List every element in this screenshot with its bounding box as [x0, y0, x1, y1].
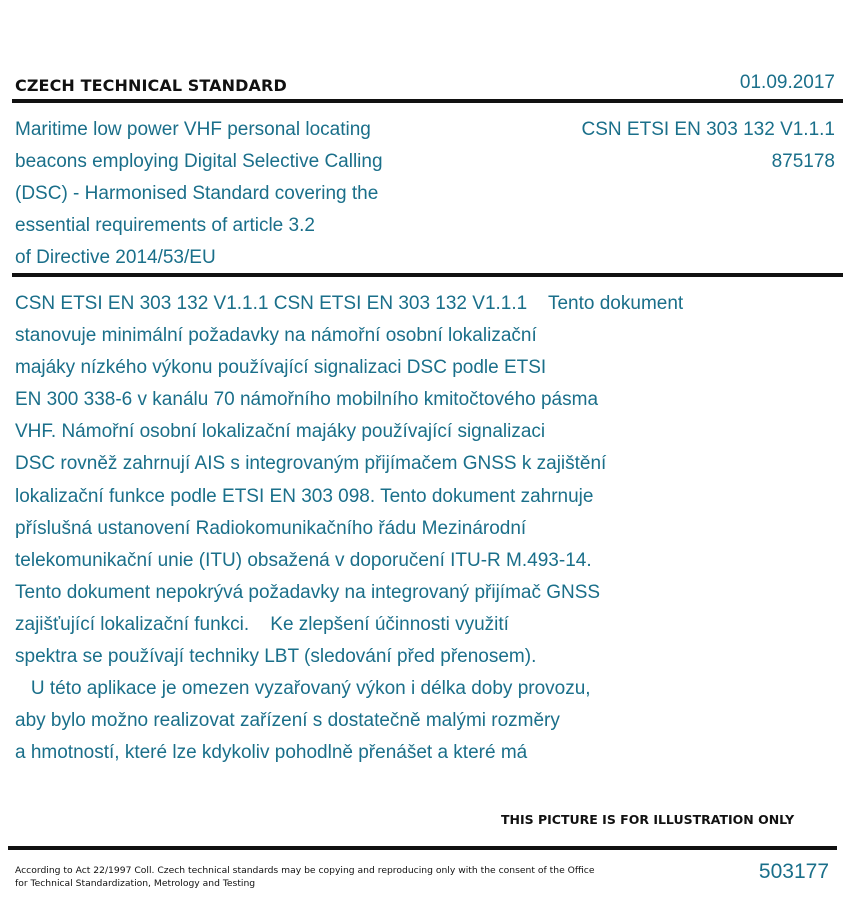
standard-code: CSN ETSI EN 303 132 V1.1.1 — [581, 119, 835, 140]
abstract-line: stanovuje minimální požadavky na námořní osobní lokalizační — [15, 325, 537, 347]
title-line: of Directive 2014/53/EU — [15, 247, 216, 268]
title-line: beacons employing Digital Selective Calling — [15, 151, 383, 172]
title-line: Maritime low power VHF personal locating — [15, 119, 371, 140]
abstract-line: VHF. Námořní osobní lokalizační majáky používající signalizaci — [15, 421, 546, 443]
footer-divider — [8, 846, 837, 850]
title-divider — [12, 273, 843, 277]
copyright-line: for Technical Standardization, Metrology and Testing — [15, 878, 256, 889]
document-id: 503177 — [758, 860, 829, 883]
copyright-notice — [15, 864, 595, 890]
document-type-label: CZECH TECHNICAL STANDARD — [15, 76, 287, 95]
abstract-text — [15, 288, 815, 769]
copyright-line: According to Act 22/1997 Coll. Czech technical standards may be copying and reproducing only with the consent of the Office — [15, 865, 595, 876]
abstract-line: lokalizační funkce podle ETSI EN 303 098. Tento dokument zahrnuje — [15, 485, 594, 507]
standard-identifiers — [582, 114, 835, 178]
title-line: essential requirements of article 3.2 — [15, 215, 315, 236]
abstract-line: CSN ETSI EN 303 132 V1.1.1 CSN ETSI EN 303 132 V1.1.1 Tento dokument — [15, 293, 684, 314]
header-divider — [12, 99, 843, 103]
abstract-line: DSC rovněž zahrnují AIS s integrovaným přijímačem GNSS k zajištění — [15, 453, 607, 475]
abstract-line: příslušná ustanovení Radiokomunikačního řádu Mezinárodní — [15, 517, 527, 539]
catalog-number: 875178 — [771, 151, 835, 172]
title-line: (DSC) - Harmonised Standard covering the — [15, 183, 379, 204]
abstract-line: Tento dokument nepokrývá požadavky na integrovaný přijímač GNSS — [15, 581, 601, 603]
abstract-line: majáky nízkého výkonu používající signalizaci DSC podle ETSI — [15, 357, 547, 379]
abstract-line: telekomunikační unie (ITU) obsažená v doporučení ITU-R M.493-14. — [15, 549, 592, 571]
illustration-disclaimer: THIS PICTURE IS FOR ILLUSTRATION ONLY — [501, 812, 795, 827]
abstract-line: aby bylo možno realizovat zařízení s dostatečně malými rozměry — [15, 710, 560, 732]
publication-date: 01.09.2017 — [739, 72, 835, 93]
abstract-line: EN 300 338-6 v kanálu 70 námořního mobilního kmitočtového pásma — [15, 389, 599, 411]
standard-title — [15, 114, 455, 274]
abstract-line: zajišťující lokalizační funkci. Ke zlepšení účinnosti využití — [15, 613, 509, 635]
abstract-line: spektra se používají techniky LBT (sledování před přenosem). — [15, 646, 537, 668]
abstract-line: U této aplikace je omezen vyzařovaný výkon i délka doby provozu, — [15, 678, 591, 700]
abstract-line: a hmotností, které lze kdykoliv pohodlně přenášet a které má — [15, 742, 528, 764]
